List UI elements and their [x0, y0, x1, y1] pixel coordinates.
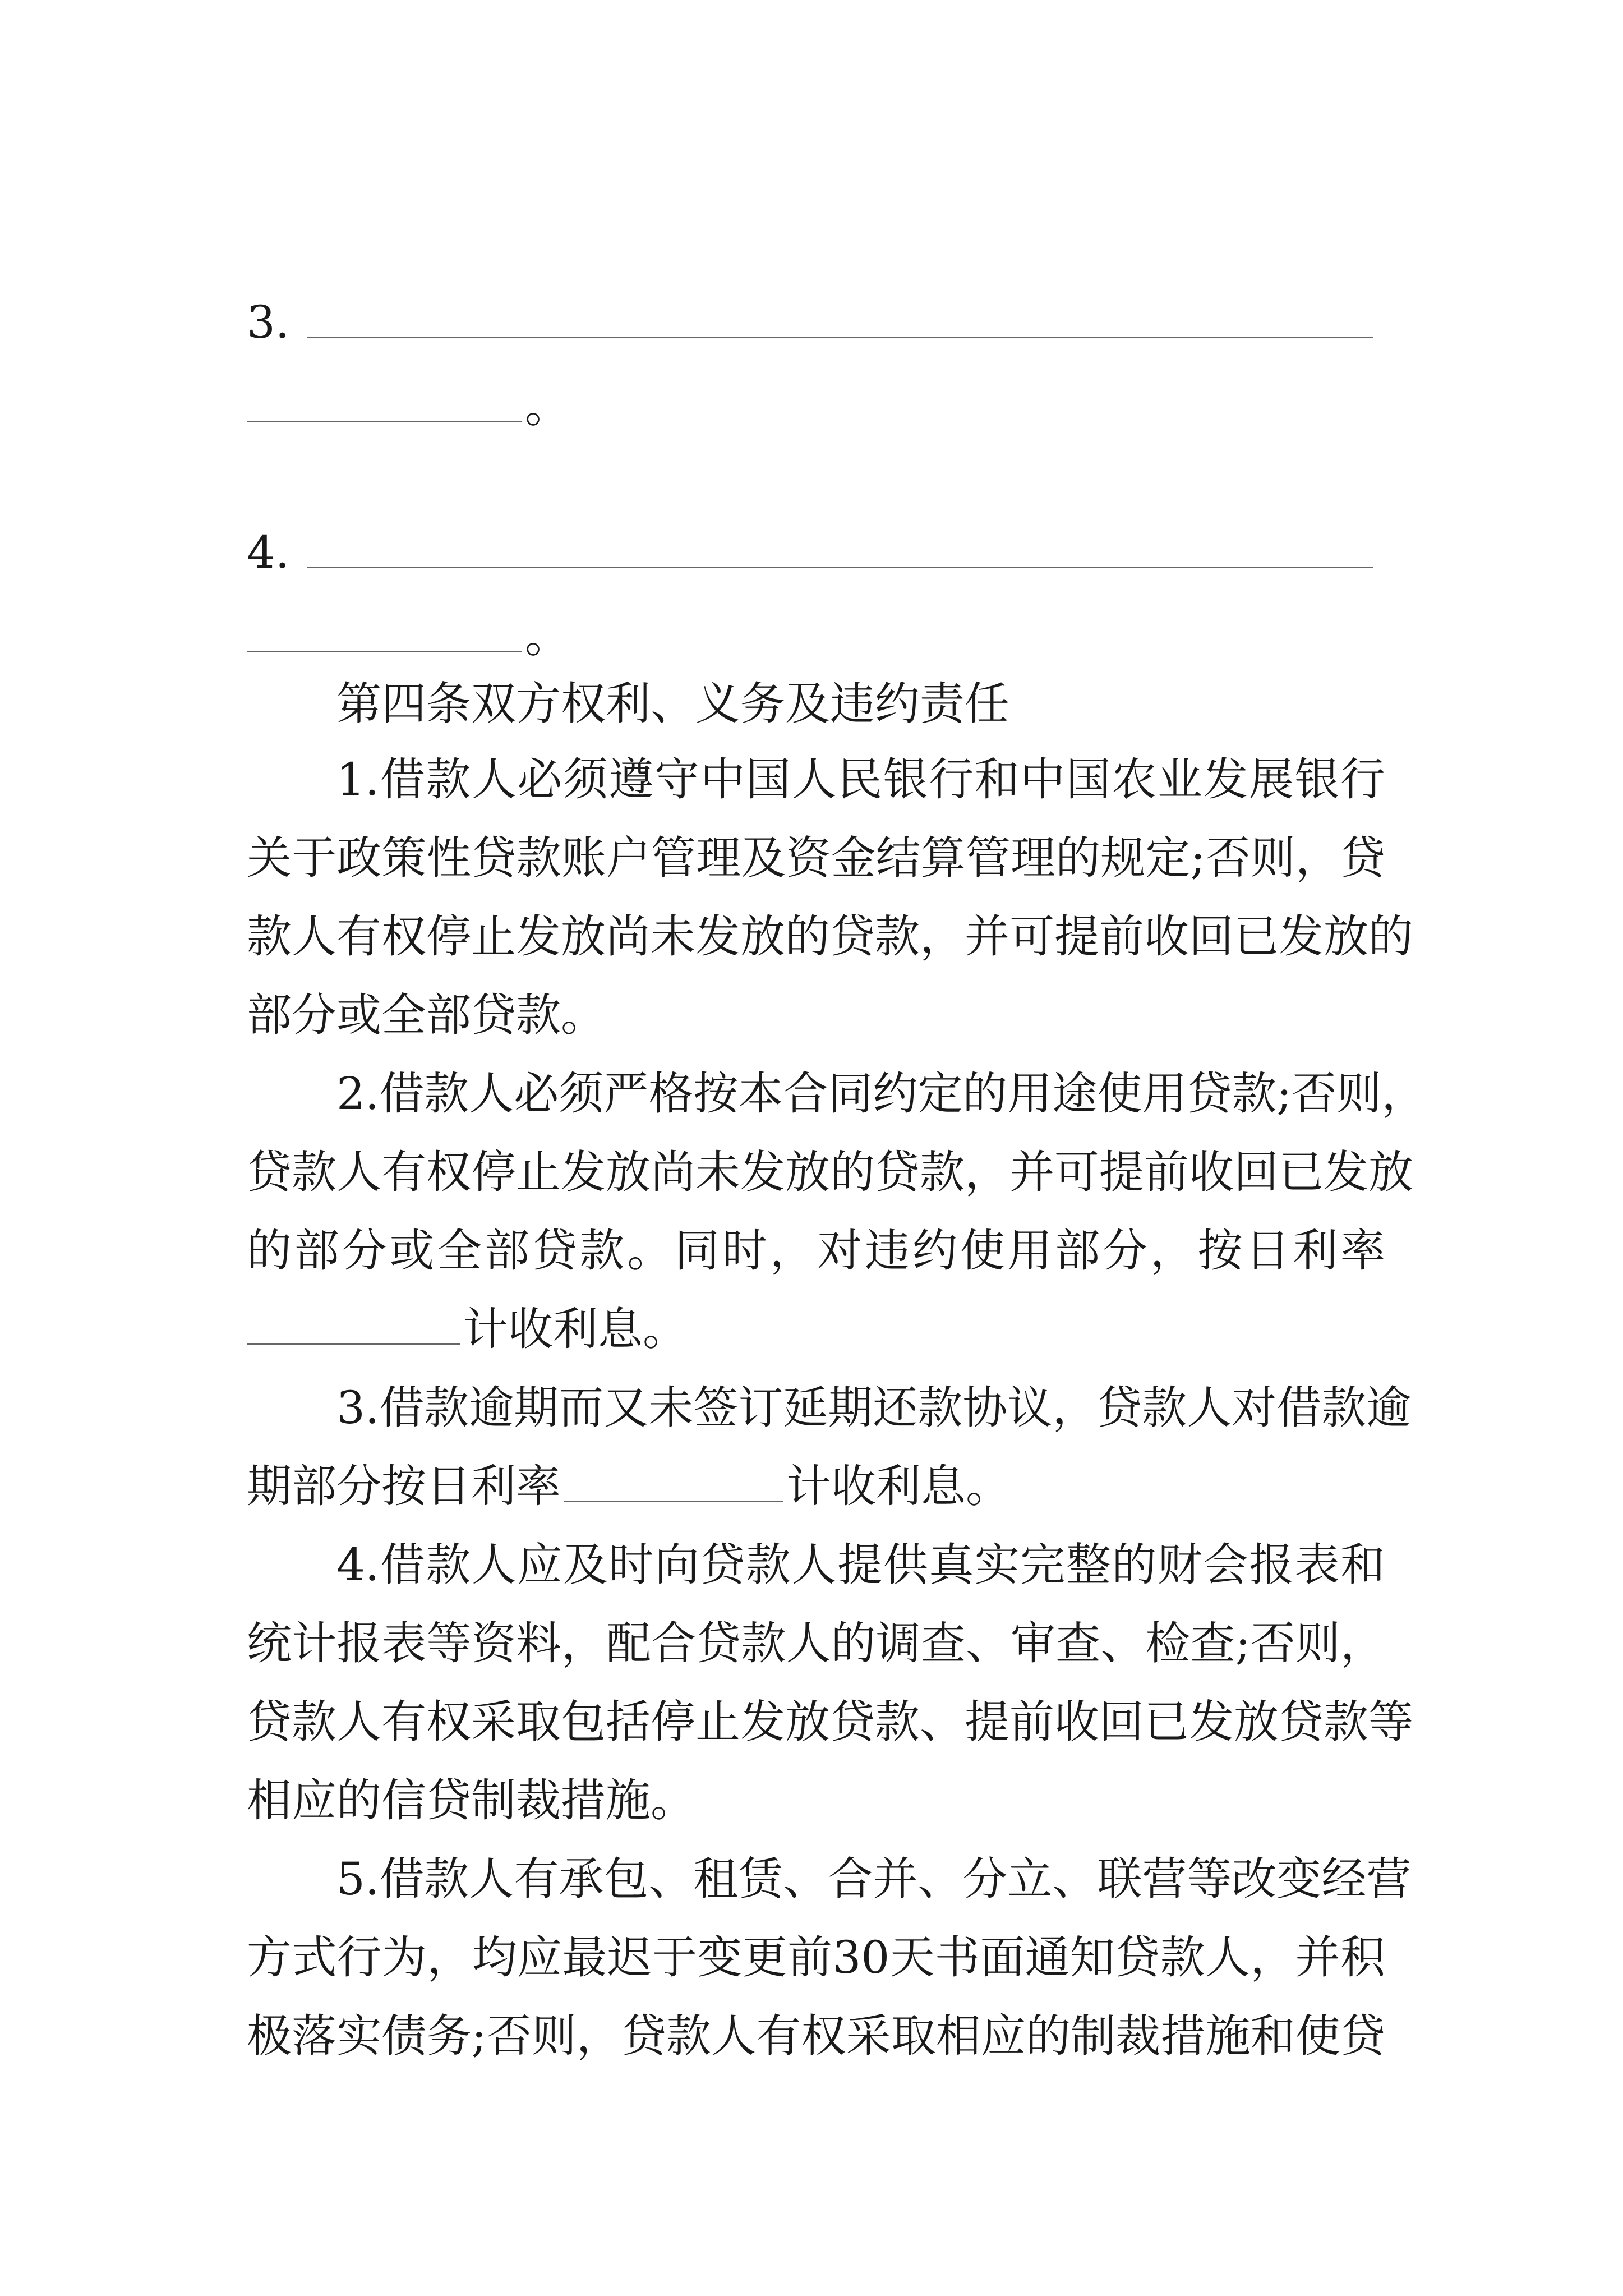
item-3-line-2 — [247, 376, 570, 438]
item-4-number: 4. — [247, 526, 290, 578]
item-4-line-1 — [247, 522, 1376, 583]
p5-text-1: 5.借款人有承包、租赁、合并、分立、联营等改变经营 — [336, 1853, 1412, 1905]
item-3-period: 。 — [525, 380, 570, 432]
item-3-number: 3. — [247, 296, 290, 348]
p2-text-1: 2.借款人必须严格按本合同约定的用途使用贷款;否则， — [336, 1068, 1427, 1120]
item-4-blank-continued — [247, 611, 522, 652]
p5-line-1 — [336, 1848, 1412, 1910]
p4-text-1: 4.借款人应及时向贷款人提供真实完整的财会报表和 — [336, 1539, 1385, 1591]
p2-line-2 — [247, 1142, 1413, 1203]
p1-text-1: 1.借款人必须遵守中国人民银行和中国农业发展银行 — [336, 753, 1385, 806]
item-4-blank — [307, 527, 1373, 568]
item-4-period: 。 — [525, 610, 570, 662]
p3-text-2: 期部分按日利率 — [247, 1460, 561, 1512]
p4-line-1 — [336, 1534, 1385, 1596]
p4-line-2 — [247, 1613, 1385, 1674]
p1-line-4: 部分或全部贷款。 — [247, 989, 606, 1041]
item-3-blank — [307, 297, 1373, 338]
p3-text-1: 3.借款逾期而又未签订延期还款协议，贷款人对借款逾 — [336, 1382, 1412, 1434]
p3-text-3: 计收利息。 — [786, 1460, 1011, 1512]
p2-text-2: 贷款人有权停止发放尚未发放的贷款，并可提前收回已发放 — [247, 1146, 1413, 1198]
p5-line-3 — [247, 2005, 1385, 2067]
p4-text-2: 统计报表等资料，配合贷款人的调查、审查、检查;否则， — [247, 1617, 1385, 1669]
p1-text-2: 关于政策性贷款账户管理及资金结算管理的规定;否则，贷 — [247, 832, 1385, 884]
p2-line-4 — [247, 1299, 688, 1360]
p5-line-2 — [247, 1927, 1385, 1989]
p3-line-2 — [247, 1456, 1011, 1517]
article-heading: 第四条双方权利、义务及违约责任 — [336, 678, 1009, 730]
p1-text-3: 款人有权停止发放尚未发放的贷款，并可提前收回已发放的 — [247, 910, 1413, 963]
p3-line-1 — [336, 1377, 1412, 1439]
p4-line-4: 相应的信贷制裁措施。 — [247, 1774, 695, 1826]
p1-line-3 — [247, 906, 1413, 968]
p5-text-3: 极落实债务;否则，贷款人有权采取相应的制裁措施和使贷 — [247, 2010, 1385, 2062]
p4-text-3: 贷款人有权采取包括停止发放贷款、提前收回已发放贷款等 — [247, 1696, 1413, 1748]
p2-line-3 — [247, 1220, 1385, 1282]
item-3-line-1 — [247, 292, 1376, 353]
p1-line-2 — [247, 827, 1385, 889]
p4-line-3 — [247, 1691, 1413, 1753]
p3-rate-blank — [564, 1461, 783, 1502]
p2-line-1 — [336, 1063, 1427, 1125]
p1-line-1 — [336, 749, 1385, 811]
p5-text-2: 方式行为，均应最迟于变更前30天书面通知贷款人，并积 — [247, 1931, 1385, 1984]
p2-text-3: 的部分或全部贷款。同时，对违约使用部分，按日利率 — [247, 1225, 1385, 1277]
item-4-line-2 — [247, 606, 570, 668]
p2-text-4: 计收利息。 — [463, 1303, 688, 1355]
item-3-blank-continued — [247, 381, 522, 422]
p2-rate-blank — [247, 1304, 460, 1345]
